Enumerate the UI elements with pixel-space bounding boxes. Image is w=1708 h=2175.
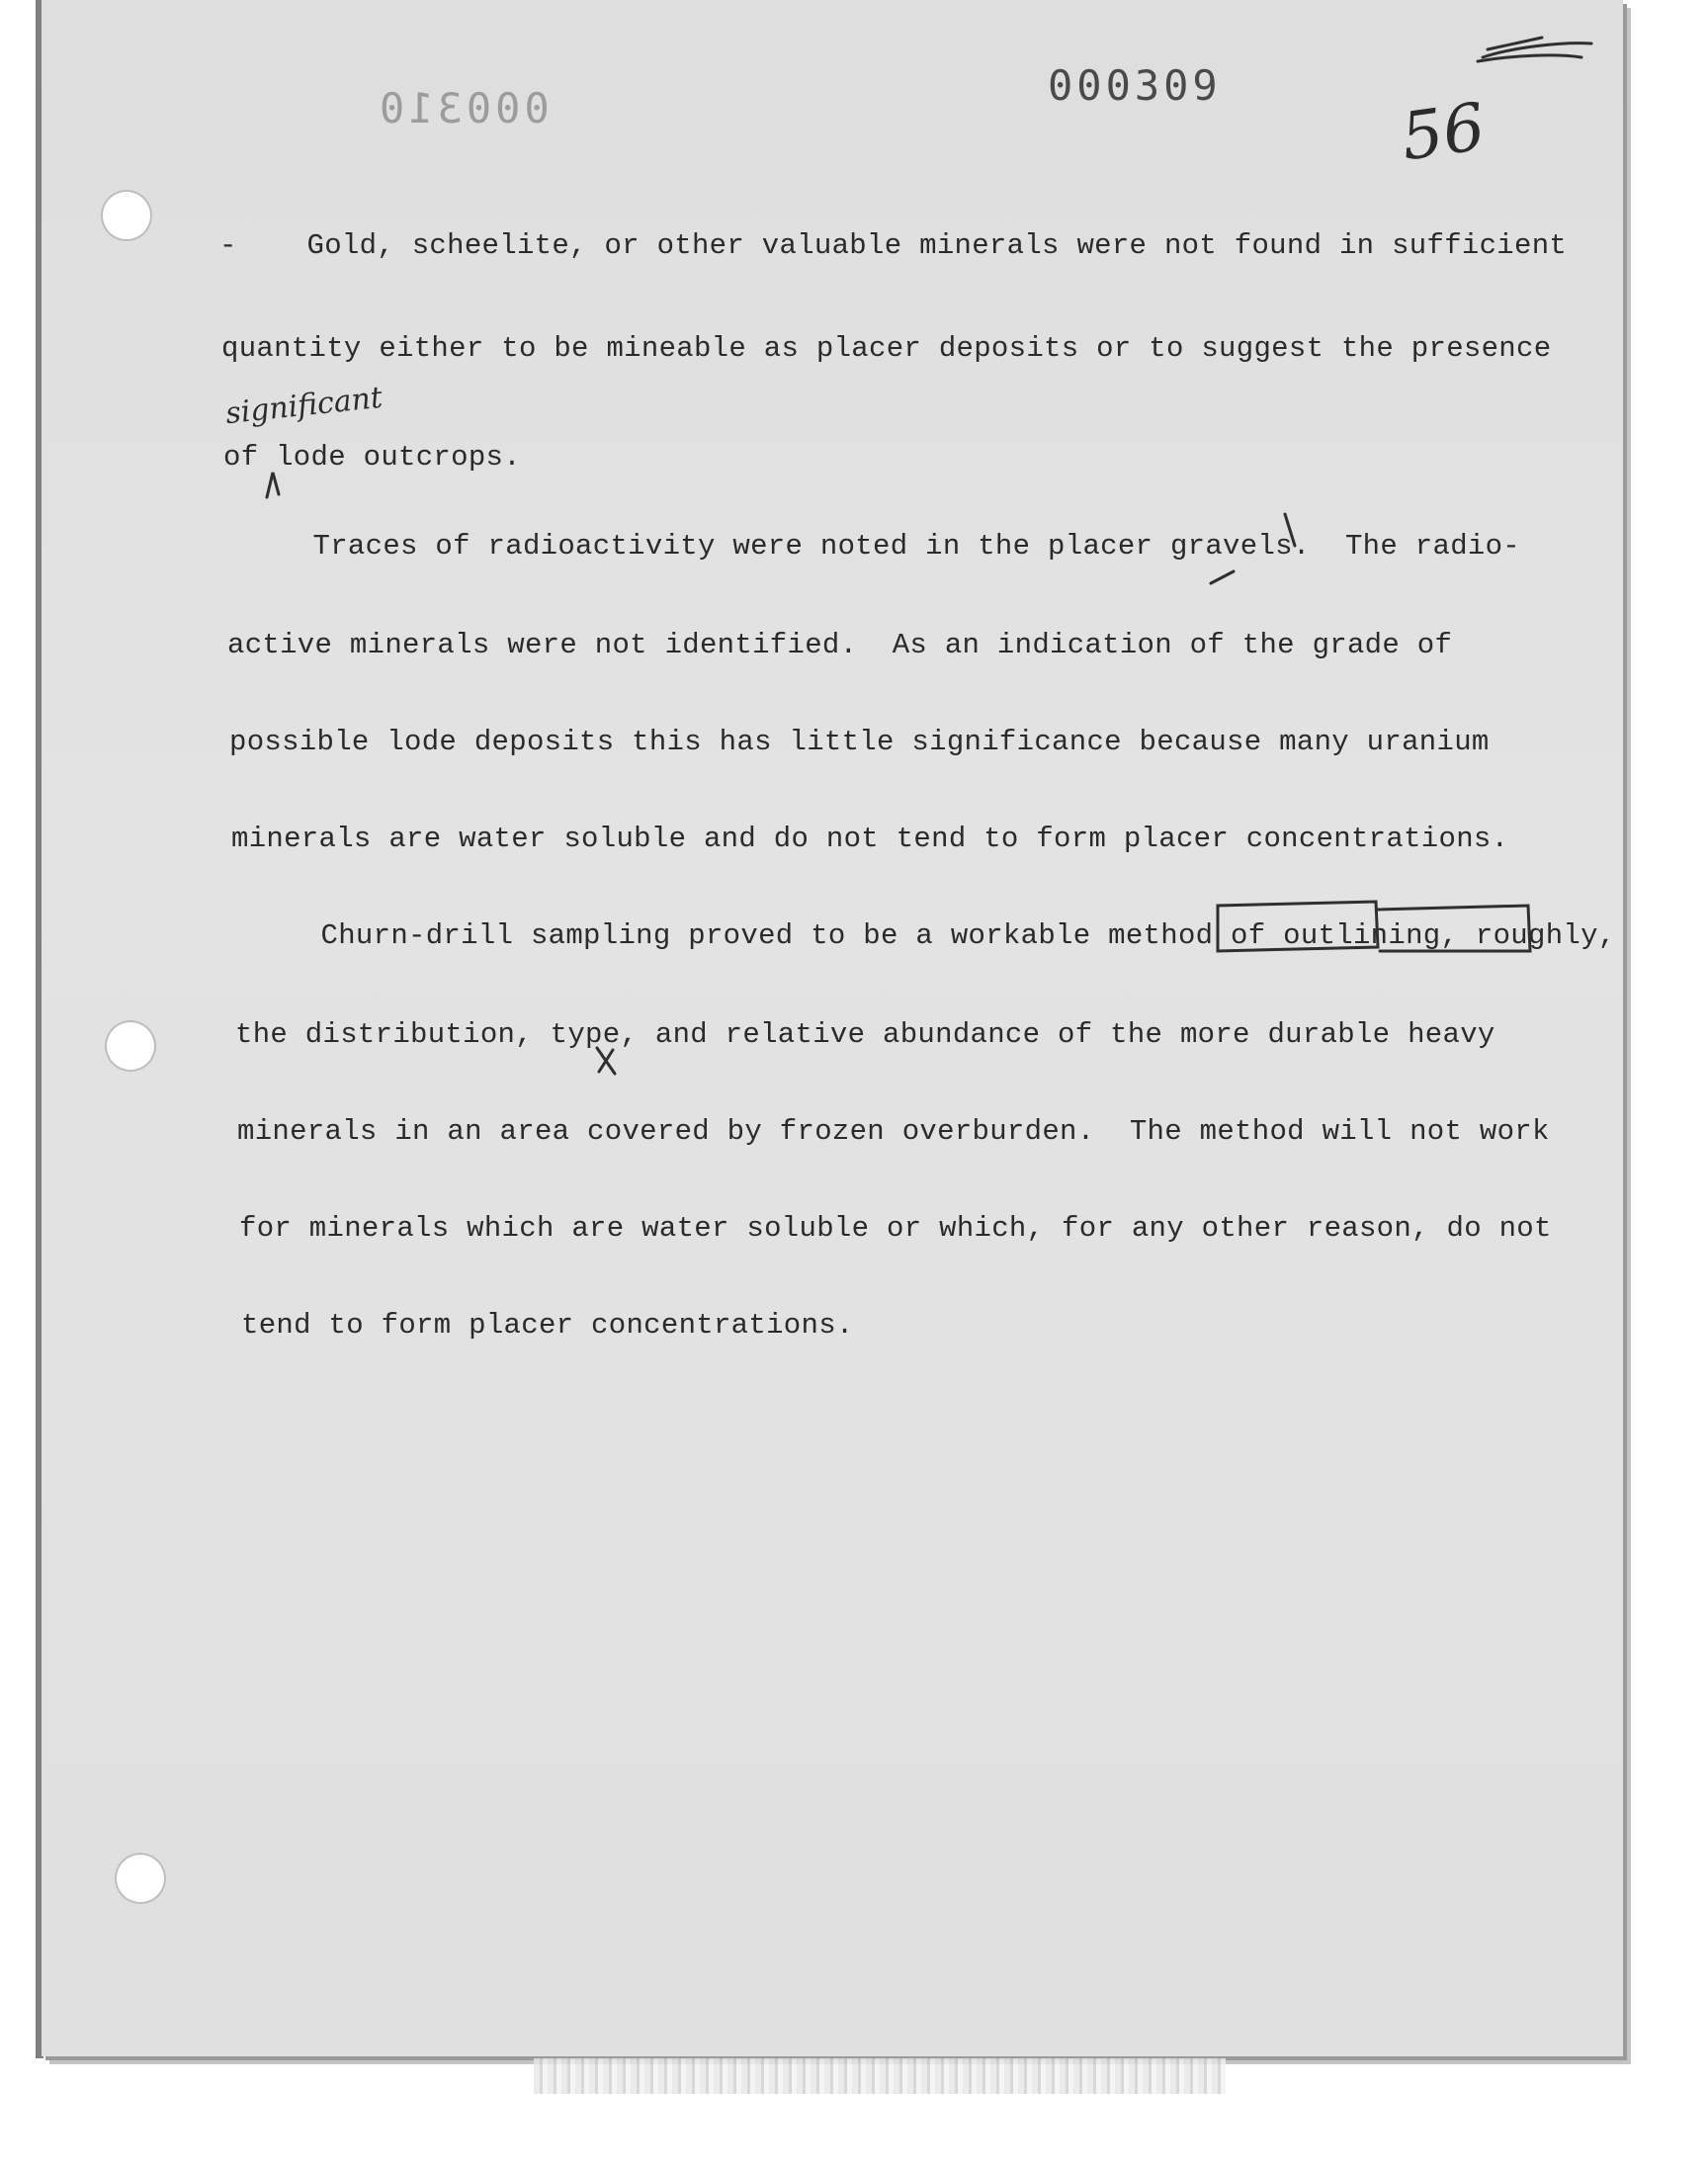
box-outlining <box>1218 902 1378 951</box>
text-line: Traces of radioactivity were noted in the placer gravels. The radio- <box>225 530 1521 563</box>
cross-mark <box>597 1048 615 1074</box>
stamp-number: 000309 <box>1048 61 1222 110</box>
insertion-caret <box>267 473 279 497</box>
handwritten-insertion: significant <box>223 380 384 432</box>
text-line: minerals are water soluble and do not tend to form placer concentrations. <box>231 823 1509 855</box>
scribble-mark <box>1478 38 1591 61</box>
text-line: - Gold, scheelite, or other valuable minerals were not found in sufficient <box>219 229 1568 262</box>
text-line: tend to form placer concentrations. <box>241 1309 854 1342</box>
text-line: minerals in an area covered by frozen overburden. The method will not work <box>237 1115 1550 1148</box>
handwritten-page-number: 56 <box>1397 88 1490 176</box>
text-line: possible lode deposits this has little significance because many uranium <box>229 726 1490 758</box>
mirrored-stamp-number: 000310 <box>376 84 550 132</box>
text-line: of lode outcrops. <box>223 441 521 474</box>
text-line: active minerals were not identified. As an indication of the grade of <box>227 629 1453 661</box>
text-line: for minerals which are water soluble or which, for any other reason, do not <box>239 1212 1552 1245</box>
text-line: quantity either to be mineable as placer deposits or to suggest the presence <box>221 332 1552 365</box>
text-line: the distribution, type, and relative abundance of the more durable heavy <box>235 1018 1495 1051</box>
box-roughly <box>1378 906 1530 951</box>
text-line: Churn-drill sampling proved to be a workable method of outlining, roughly, <box>233 919 1616 952</box>
correction-mark <box>1211 514 1295 583</box>
